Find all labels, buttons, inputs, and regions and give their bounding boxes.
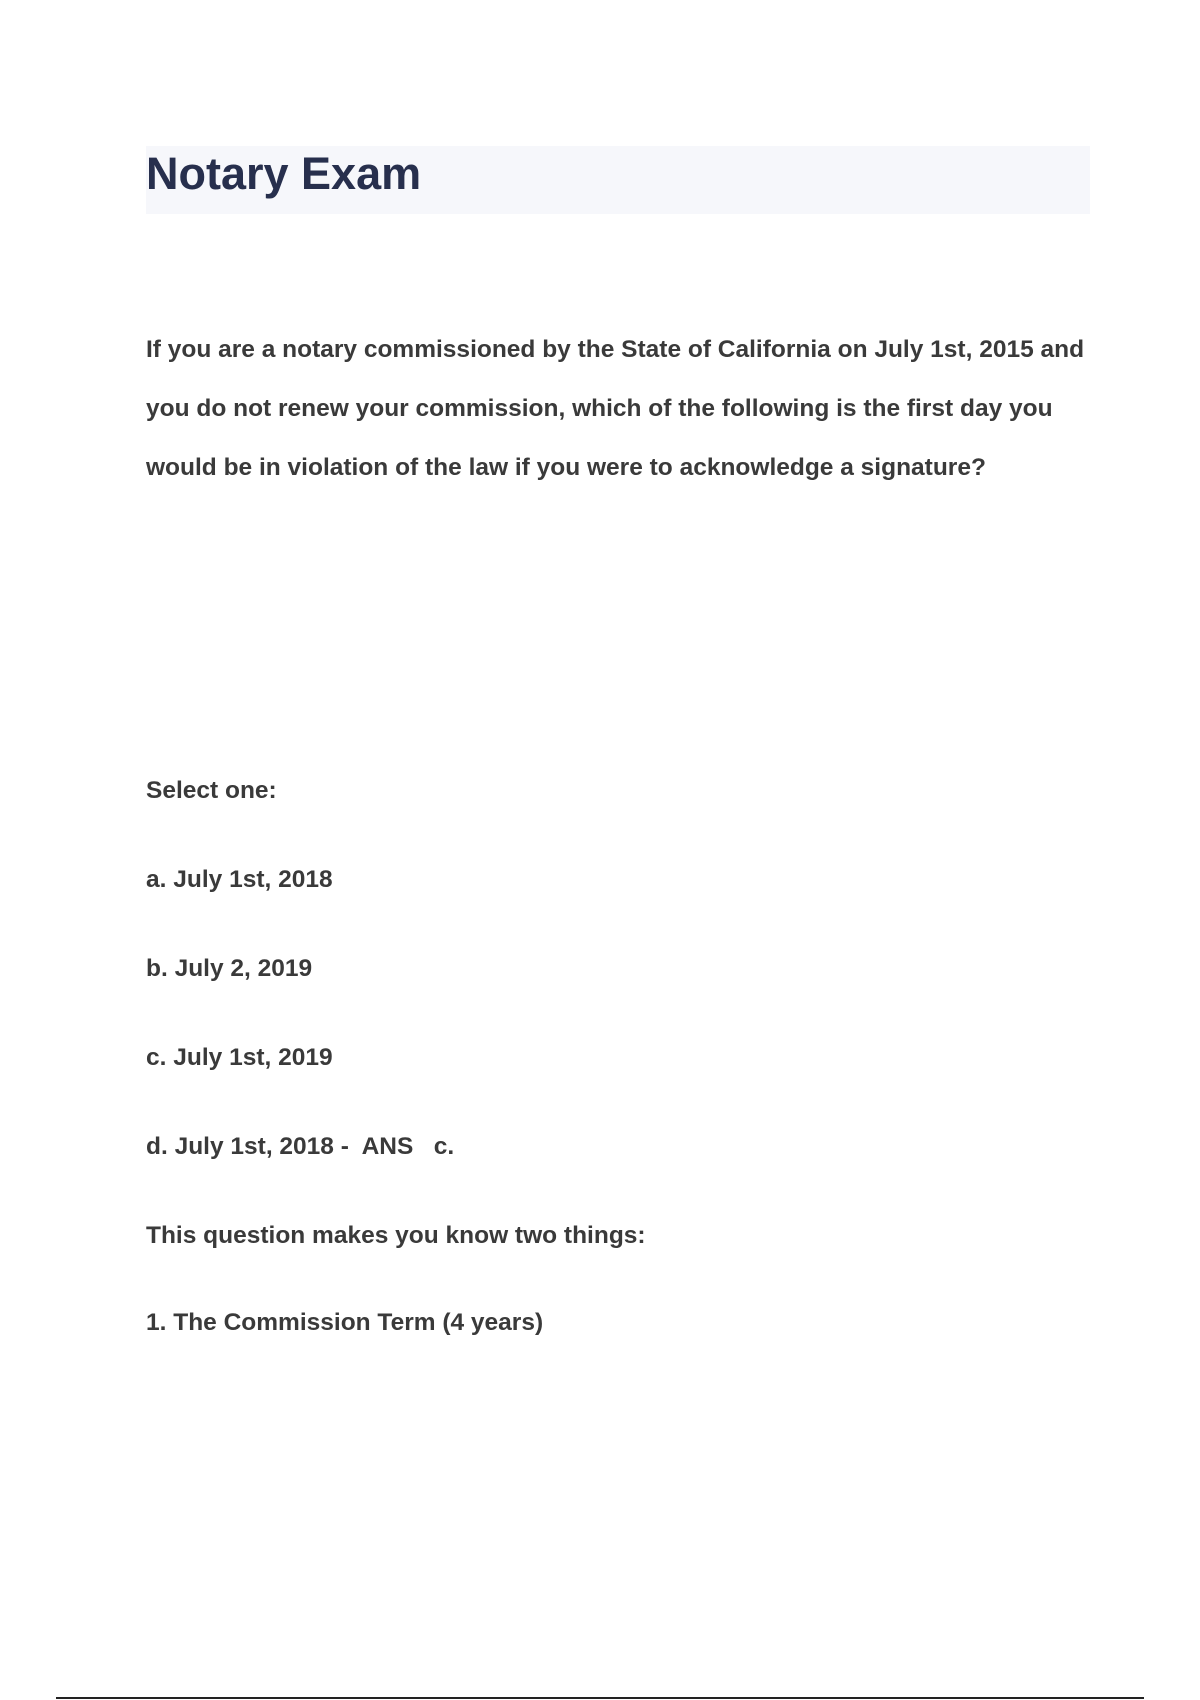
question-text: If you are a notary commissioned by the State of California on July 1st, 2015 and you do not renew your commission, which of the following is the first day you would be in violation of the law if you were to acknowledge a signature?	[146, 336, 1085, 481]
answer-option-c: c. July 1st, 2019	[146, 1044, 333, 1071]
bottom-divider	[56, 1697, 1144, 1699]
select-one-label: Select one:	[146, 777, 277, 804]
explanation-point-1: 1. The Commission Term (4 years)	[146, 1309, 544, 1336]
answer-option-a: a. July 1st, 2018	[146, 866, 333, 893]
page-title: Notary Exam	[146, 148, 422, 199]
explanation-intro: This question makes you know two things:	[146, 1222, 646, 1249]
answer-option-d: d. July 1st, 2018 - ANS c.	[146, 1133, 455, 1160]
answer-option-b: b. July 2, 2019	[146, 955, 313, 982]
title-banner	[146, 146, 1090, 214]
